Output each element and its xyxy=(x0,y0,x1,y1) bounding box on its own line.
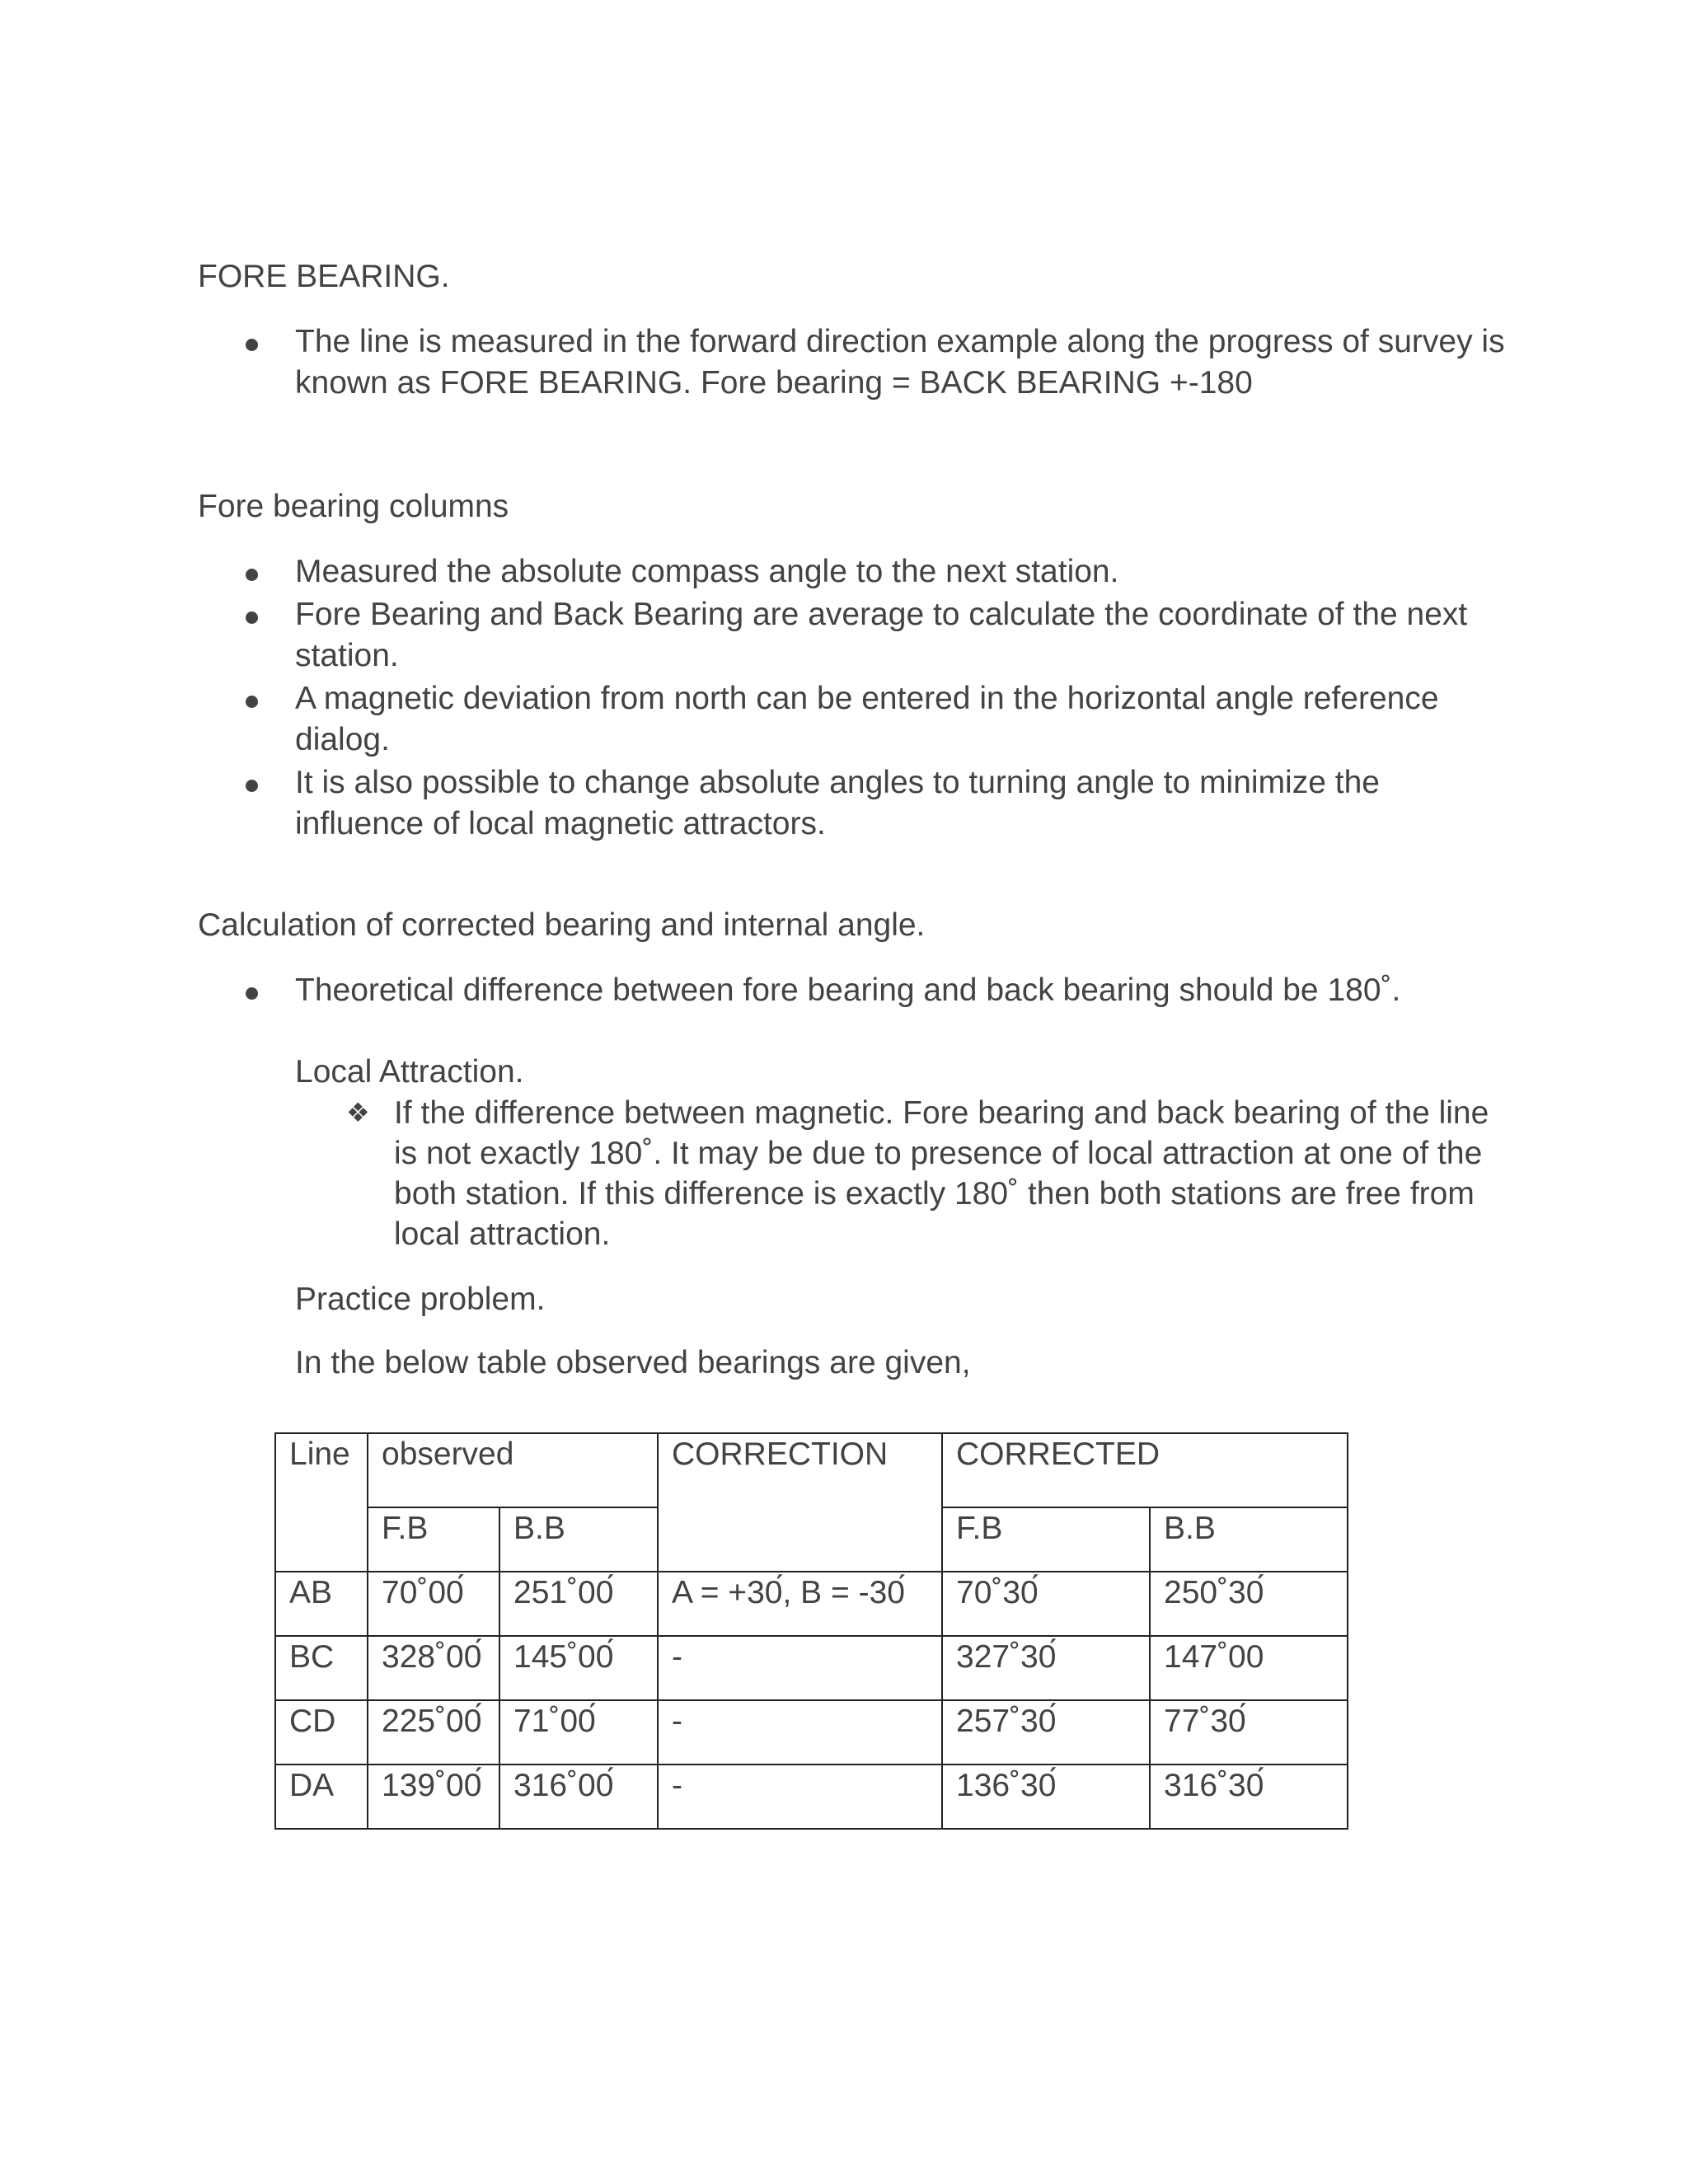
fore-bearing-bullets xyxy=(198,321,1517,405)
header-line: Line xyxy=(275,1433,368,1572)
bullet-dot-icon xyxy=(246,569,258,581)
bullet-text: The line is measured in the forward direction example along the progress of survey is known as FORE BEARING. Fore bearing = BACK BEARING +-180 xyxy=(295,324,1505,401)
cell-observed-fb: 70˚00́ xyxy=(368,1572,499,1636)
cell-line: CD xyxy=(275,1700,368,1765)
table-row xyxy=(275,1636,1348,1700)
cell-corrected-fb: 136˚30́ xyxy=(942,1765,1150,1829)
header-corrected-fb: F.B xyxy=(942,1507,1150,1572)
cell-observed-bb: 251˚00́ xyxy=(499,1572,658,1636)
bullet-dot-icon xyxy=(246,612,258,624)
diamond-bullet-icon: ❖ xyxy=(346,1098,370,1127)
header-observed: observed xyxy=(368,1433,658,1507)
bullet-dot-icon xyxy=(246,339,258,351)
header-observed-fb: F.B xyxy=(368,1507,499,1572)
cell-corrected-fb: 257˚30́ xyxy=(942,1700,1150,1765)
cell-correction: A = +30́, B = -30́ xyxy=(658,1572,942,1636)
list-item xyxy=(198,321,1517,404)
cell-corrected-bb: 77˚30́ xyxy=(1150,1700,1348,1765)
fore-bearing-columns-bullets xyxy=(198,551,1517,846)
header-observed-bb: B.B xyxy=(499,1507,658,1572)
practice-problem-title: Practice problem. xyxy=(295,1282,546,1317)
list-item xyxy=(198,970,1517,1011)
cell-correction: - xyxy=(658,1700,942,1765)
cell-line: AB xyxy=(275,1572,368,1636)
cell-line: BC xyxy=(275,1636,368,1700)
cell-corrected-bb: 147˚00 xyxy=(1150,1636,1348,1700)
cell-observed-fb: 328˚00́ xyxy=(368,1636,499,1700)
table-row xyxy=(275,1572,1348,1636)
cell-corrected-fb: 70˚30́ xyxy=(942,1572,1150,1636)
header-corrected: CORRECTED xyxy=(942,1433,1348,1507)
list-item xyxy=(198,551,1517,593)
cell-observed-fb: 225˚00́ xyxy=(368,1700,499,1765)
header-corrected-bb: B.B xyxy=(1150,1507,1348,1572)
bearings-table xyxy=(274,1432,1348,1830)
table-header-row xyxy=(275,1433,1348,1507)
cell-correction: - xyxy=(658,1765,942,1829)
table-row xyxy=(275,1765,1348,1829)
bullet-text: Measured the absolute compass angle to the next station. xyxy=(295,554,1119,589)
bullet-dot-icon xyxy=(246,987,258,1000)
bullet-text: If the difference between magnetic. Fore bearing and back bearing of the line is not exactly 180˚. It may be due to presence of local attraction at one of the both station. If this difference is exactly 180˚ then both stations are free from local attraction. xyxy=(394,1095,1489,1252)
heading-fore-bearing-columns: Fore bearing columns xyxy=(198,489,509,524)
list-item xyxy=(198,594,1517,677)
cell-correction: - xyxy=(658,1636,942,1700)
practice-problem-intro: In the below table observed bearings are given, xyxy=(295,1345,971,1380)
cell-observed-bb: 71˚00́ xyxy=(499,1700,658,1765)
cell-corrected-bb: 250˚30́ xyxy=(1150,1572,1348,1636)
bullet-text: Theoretical difference between fore bearing and back bearing should be 180˚. xyxy=(295,972,1401,1008)
bullet-text: A magnetic deviation from north can be entered in the horizontal angle reference dialog. xyxy=(295,681,1439,757)
heading-calculation: Calculation of corrected bearing and internal angle. xyxy=(198,907,926,943)
cell-line: DA xyxy=(275,1765,368,1829)
local-attraction-title: Local Attraction. xyxy=(295,1054,524,1090)
cell-observed-fb: 139˚00́ xyxy=(368,1765,499,1829)
cell-corrected-fb: 327˚30́ xyxy=(942,1636,1150,1700)
bullet-text: Fore Bearing and Back Bearing are average to calculate the coordinate of the next station. xyxy=(295,597,1468,673)
local-attraction-list xyxy=(295,1093,1490,1254)
bullet-dot-icon xyxy=(246,696,258,708)
cell-corrected-bb: 316˚30́ xyxy=(1150,1765,1348,1829)
bullet-text: It is also possible to change absolute angles to turning angle to minimize the influence of local magnetic attractors. xyxy=(295,765,1380,841)
cell-observed-bb: 316˚00́ xyxy=(499,1765,658,1829)
table-row xyxy=(275,1700,1348,1765)
header-correction: CORRECTION xyxy=(658,1433,942,1572)
calculation-bullets xyxy=(198,970,1517,1013)
cell-observed-bb: 145˚00́ xyxy=(499,1636,658,1700)
heading-fore-bearing: FORE BEARING. xyxy=(198,259,450,294)
list-item xyxy=(295,1093,1490,1254)
bullet-dot-icon xyxy=(246,780,258,792)
list-item xyxy=(198,762,1517,845)
list-item xyxy=(198,678,1517,761)
